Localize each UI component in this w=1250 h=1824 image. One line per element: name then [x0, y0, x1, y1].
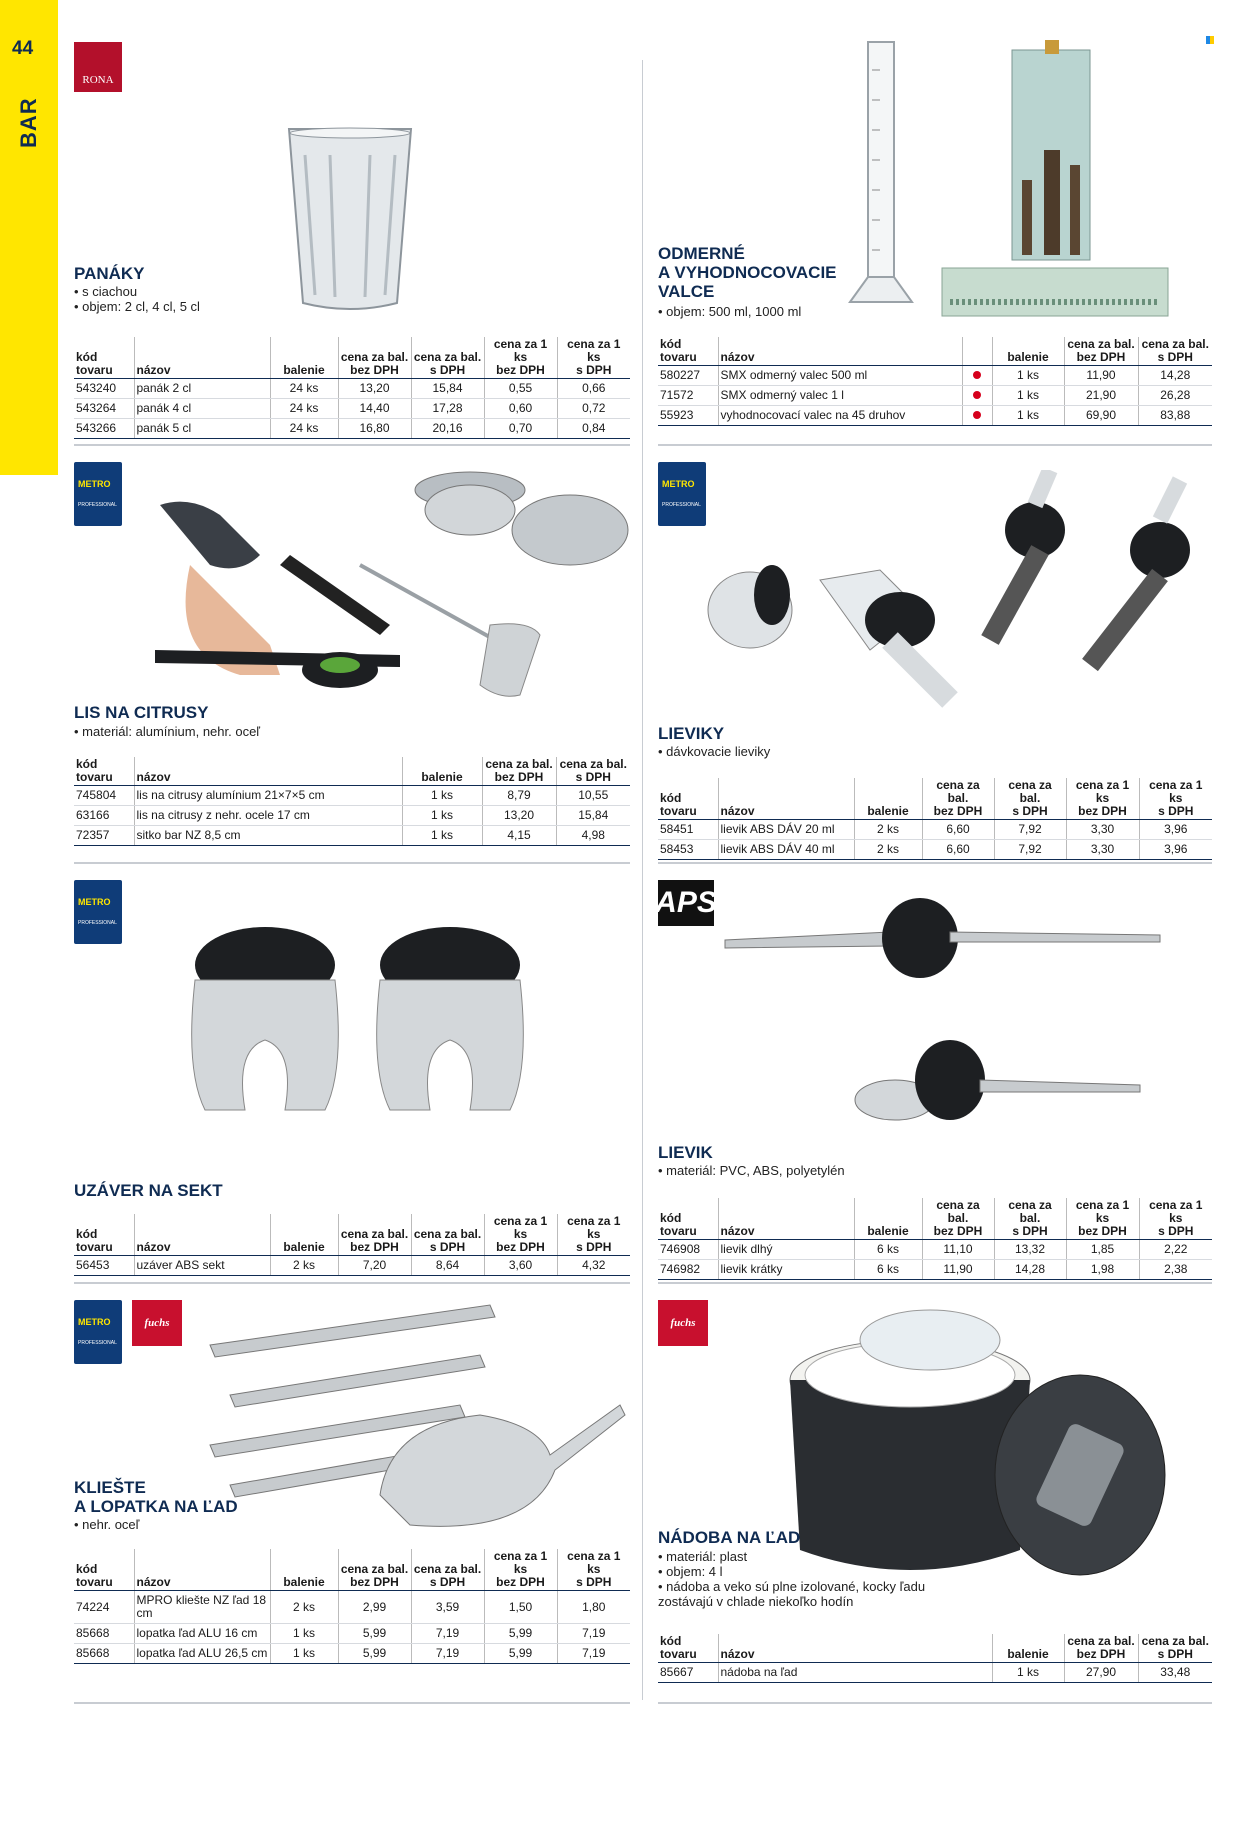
panaky-table: [74, 337, 630, 439]
cell-price: 17,28: [411, 399, 484, 419]
col-s-dph: s DPH: [429, 1575, 466, 1589]
cell-price: 0,60: [484, 399, 557, 419]
dot-icon: [962, 386, 992, 406]
col-bez-dph: bez DPH: [496, 363, 545, 377]
col-bez-dph: bez DPH: [1076, 350, 1126, 364]
col-s-dph: s DPH: [1012, 1224, 1048, 1238]
table-row: [74, 379, 630, 399]
col-cena-1ks: cena za 1 ks: [567, 1214, 621, 1241]
cell-price: 14,28: [994, 1260, 1066, 1280]
cell-kod: 58451: [658, 820, 718, 840]
cell-price: 3,60: [484, 1256, 557, 1276]
col-bez-dph: bez DPH: [496, 1575, 545, 1589]
col-cena-bal: cena za bal.: [1067, 337, 1135, 351]
cell-kod: 85667: [658, 1663, 718, 1683]
cell-price: 4,32: [557, 1256, 630, 1276]
cell-nazov: lis na citrusy alumínium 21×7×5 cm: [134, 786, 402, 806]
col-s-dph: s DPH: [1158, 1224, 1194, 1238]
cell-price: 8,79: [482, 786, 556, 806]
cell-balenie: 1 ks: [402, 806, 482, 826]
corner-mark: [1206, 36, 1214, 44]
table-row: [74, 1644, 630, 1664]
lievik-bullets: [658, 1163, 845, 1178]
cell-balenie: 6 ks: [854, 1260, 922, 1280]
cell-balenie: 1 ks: [270, 1644, 338, 1664]
cell-balenie: 2 ks: [854, 820, 922, 840]
col-kod: kód: [76, 1562, 98, 1576]
cell-balenie: 2 ks: [854, 840, 922, 860]
cell-balenie: 24 ks: [270, 379, 338, 399]
cell-balenie: 24 ks: [270, 399, 338, 419]
cell-kod: 63166: [74, 806, 134, 826]
col-cena-bal: cena za bal.: [1008, 778, 1052, 805]
col-kod: kód: [76, 350, 98, 364]
column-divider: [642, 60, 643, 1700]
citrus-press-image: [150, 455, 630, 710]
cell-kod: 543264: [74, 399, 134, 419]
cell-price: 1,50: [484, 1591, 557, 1624]
table-row: [658, 840, 1212, 860]
metro-logo-text: METRO: [78, 479, 111, 489]
cell-price: 1,80: [557, 1591, 630, 1624]
cell-price: 1,98: [1066, 1260, 1139, 1280]
cell-nazov: vyhodnocovací valec na 45 druhov: [718, 406, 962, 426]
table-row: [74, 1624, 630, 1644]
cell-nazov: sitko bar NZ 8,5 cm: [134, 826, 402, 846]
col-balenie: balenie: [854, 1198, 922, 1240]
col-tovaru: tovaru: [76, 770, 113, 784]
cell-price: 13,20: [482, 806, 556, 826]
cell-price: 7,92: [994, 840, 1066, 860]
cell-price: 11,90: [1064, 366, 1138, 386]
tongs-and-scoop-image: [200, 1295, 630, 1545]
cell-price: 3,96: [1139, 820, 1212, 840]
col-cena-bal: cena za bal.: [936, 1198, 980, 1225]
cell-kod: 74224: [74, 1591, 134, 1624]
col-cena-1ks: cena za 1 ks: [493, 1214, 548, 1241]
col-s-dph: s DPH: [1012, 804, 1048, 818]
lieviky-bullet: • dávkovacie lieviky: [658, 744, 770, 759]
cell-price: 2,99: [338, 1591, 411, 1624]
col-tovaru: tovaru: [660, 350, 697, 364]
col-bez-dph: bez DPH: [350, 363, 399, 377]
col-tovaru: tovaru: [660, 1224, 697, 1238]
col-nazov: názov: [134, 337, 270, 379]
col-s-dph: s DPH: [429, 363, 466, 377]
col-nazov: názov: [134, 757, 402, 786]
col-tovaru: tovaru: [660, 804, 697, 818]
cell-price: 2,38: [1139, 1260, 1212, 1280]
section-separator: [658, 862, 1212, 864]
cell-price: 26,28: [1138, 386, 1212, 406]
col-bez-dph: bez DPH: [1076, 1647, 1126, 1661]
table-row: [74, 1256, 630, 1276]
panaky-title: PANÁKY: [74, 264, 145, 283]
lieviky-title: LIEVIKY: [658, 724, 725, 743]
valce-table: [658, 337, 1212, 426]
cell-kod: 746982: [658, 1260, 718, 1280]
sekt-stopper-image: [175, 920, 555, 1120]
col-cena-1ks: cena za 1 ks: [1149, 778, 1203, 805]
col-kod: kód: [76, 1227, 98, 1241]
col-bez-dph: bez DPH: [1078, 1224, 1127, 1238]
col-balenie: balenie: [270, 1214, 338, 1256]
col-balenie: balenie: [402, 757, 482, 786]
cell-price: 0,70: [484, 419, 557, 439]
cell-nazov: panák 4 cl: [134, 399, 270, 419]
cell-price: 3,30: [1066, 840, 1139, 860]
table-row: [658, 1240, 1212, 1260]
cell-price: 5,99: [338, 1644, 411, 1664]
cell-nazov: lievik krátky: [718, 1260, 854, 1280]
cell-balenie: 2 ks: [270, 1256, 338, 1276]
cell-balenie: 24 ks: [270, 419, 338, 439]
table-row: [658, 1260, 1212, 1280]
col-cena-bal: cena za bal.: [413, 1227, 482, 1241]
metro-logo: [74, 462, 122, 526]
cell-price: 7,20: [338, 1256, 411, 1276]
table-row: [74, 786, 630, 806]
col-balenie: balenie: [992, 337, 1064, 366]
cell-nazov: SMX odmerný valec 1 l: [718, 386, 962, 406]
page-number: 44: [12, 38, 34, 59]
col-kod: kód: [76, 757, 98, 771]
metro-logo-text: METRO: [78, 1317, 111, 1327]
brand-logos: [655, 880, 717, 926]
evaluation-cylinder-image: [940, 40, 1170, 320]
cell-price: 4,15: [482, 826, 556, 846]
metro-logo: [74, 1300, 122, 1364]
cell-price: 0,66: [557, 379, 630, 399]
pourers-image: [690, 470, 1210, 710]
cell-price: 3,96: [1139, 840, 1212, 860]
col-bez-dph: bez DPH: [350, 1240, 399, 1254]
nadoba-bullets: [658, 1549, 968, 1609]
cell-balenie: 1 ks: [402, 786, 482, 806]
nadoba-bullet: • nádoba a veko sú plne izolované, kocky ľadu zostávajú v chlade niekoľko hodín: [658, 1579, 968, 1609]
klieste-title-line: A LOPATKA NA ĽAD: [74, 1497, 238, 1516]
cell-kod: 746908: [658, 1240, 718, 1260]
section-separator: [74, 1282, 630, 1284]
brand-logos: [74, 462, 122, 526]
cell-price: 0,84: [557, 419, 630, 439]
cell-price: 14,40: [338, 399, 411, 419]
klieste-bullet: • nehr. oceľ: [74, 1517, 139, 1532]
col-cena-1ks: cena za 1 ks: [493, 337, 548, 364]
cell-kod: 71572: [658, 386, 718, 406]
nadoba-bullet: • objem: 4 l: [658, 1564, 968, 1579]
section-separator: [74, 444, 630, 446]
col-cena-1ks: cena za 1 ks: [567, 1549, 621, 1576]
cell-price: 10,55: [556, 786, 630, 806]
col-nazov: názov: [718, 1634, 992, 1663]
col-balenie: balenie: [854, 778, 922, 820]
col-s-dph: s DPH: [575, 770, 611, 784]
panaky-bullet: • s ciachou: [74, 284, 200, 299]
side-band: [0, 0, 58, 475]
col-bez-dph: bez DPH: [933, 1224, 983, 1238]
col-nazov: názov: [134, 1549, 270, 1591]
col-nazov: názov: [134, 1214, 270, 1256]
valce-bullet: • objem: 500 ml, 1000 ml: [658, 304, 801, 319]
metro-logo-text: METRO: [662, 479, 695, 489]
cell-price: 5,99: [484, 1644, 557, 1664]
col-s-dph: s DPH: [576, 1575, 612, 1589]
cell-balenie: 1 ks: [992, 406, 1064, 426]
col-balenie: balenie: [992, 1634, 1064, 1663]
klieste-table: [74, 1549, 630, 1664]
cell-balenie: 1 ks: [992, 386, 1064, 406]
cell-price: 5,99: [338, 1624, 411, 1644]
cell-kod: 580227: [658, 366, 718, 386]
col-bez-dph: bez DPH: [1078, 804, 1127, 818]
cell-price: 0,72: [557, 399, 630, 419]
cell-price: 0,55: [484, 379, 557, 399]
dot-icon: [962, 366, 992, 386]
cell-nazov: lis na citrusy z nehr. ocele 17 cm: [134, 806, 402, 826]
lievik-bullet: • materiál: PVC, ABS, polyetylén: [658, 1163, 845, 1178]
col-s-dph: s DPH: [1158, 804, 1194, 818]
cell-price: 11,90: [922, 1260, 994, 1280]
cell-price: 13,20: [338, 379, 411, 399]
dot-icon: [962, 406, 992, 426]
section-separator: [658, 444, 1212, 446]
metro-logo-sub: PROFESSIONAL: [78, 920, 117, 926]
valce-title-line: A VYHODNOCOVACIE: [658, 263, 837, 282]
table-row: [74, 1591, 630, 1624]
lis-table: [74, 757, 630, 846]
col-cena-1ks: cena za 1 ks: [567, 337, 621, 364]
metro-logo-sub: PROFESSIONAL: [78, 502, 117, 508]
section-label: BAR: [16, 97, 41, 148]
col-cena-1ks: cena za 1 ks: [1075, 1198, 1130, 1225]
cell-price: 7,19: [411, 1624, 484, 1644]
lieviky-bullets: [658, 744, 770, 759]
cell-kod: 72357: [74, 826, 134, 846]
lis-title: LIS NA CITRUSY: [74, 703, 209, 722]
klieste-bullets: [74, 1517, 139, 1532]
col-cena-bal: cena za bal.: [559, 757, 627, 771]
brand-logos: [74, 42, 122, 92]
cell-kod: 745804: [74, 786, 134, 806]
section-separator: [658, 1282, 1212, 1284]
table-row: [658, 386, 1212, 406]
col-nazov: názov: [718, 1198, 854, 1240]
section-separator: [74, 1702, 630, 1704]
col-cena-bal: cena za bal.: [413, 1562, 482, 1576]
cell-price: 20,16: [411, 419, 484, 439]
cell-nazov: lopatka ľad ALU 16 cm: [134, 1624, 270, 1644]
cell-balenie: 1 ks: [992, 366, 1064, 386]
col-kod: kód: [660, 1211, 682, 1225]
cell-nazov: panák 2 cl: [134, 379, 270, 399]
col-s-dph: s DPH: [576, 363, 612, 377]
cell-price: 16,80: [338, 419, 411, 439]
cell-price: 3,59: [411, 1591, 484, 1624]
cell-balenie: 6 ks: [854, 1240, 922, 1260]
col-cena-1ks: cena za 1 ks: [1075, 778, 1130, 805]
col-s-dph: s DPH: [1157, 1647, 1193, 1661]
table-row: [658, 1663, 1212, 1683]
valce-title: [658, 244, 837, 301]
col-cena-1ks: cena za 1 ks: [1149, 1198, 1203, 1225]
valce-title-line: ODMERNÉ: [658, 244, 745, 263]
fuchs-logo: fuchs: [132, 1300, 182, 1346]
col-cena-bal: cena za bal.: [413, 350, 482, 364]
uzaver-table: [74, 1214, 630, 1276]
cell-kod: 58453: [658, 840, 718, 860]
metro-logo-text: METRO: [78, 897, 111, 907]
cell-price: 83,88: [1138, 406, 1212, 426]
cell-price: 15,84: [411, 379, 484, 399]
cell-nazov: MPRO kliešte NZ ľad 18 cm: [134, 1591, 270, 1624]
col-balenie: balenie: [270, 337, 338, 379]
cell-price: 8,64: [411, 1256, 484, 1276]
cell-balenie: 2 ks: [270, 1591, 338, 1624]
cell-nazov: SMX odmerný valec 500 ml: [718, 366, 962, 386]
aps-logo: APS: [658, 880, 714, 926]
col-cena-bal: cena za bal.: [485, 757, 553, 771]
col-kod: kód: [660, 791, 682, 805]
klieste-title-line: KLIEŠTE: [74, 1478, 146, 1497]
cell-price: 5,99: [484, 1624, 557, 1644]
cell-price: 4,98: [556, 826, 630, 846]
cell-nazov: lopatka ľad ALU 26,5 cm: [134, 1644, 270, 1664]
col-cena-bal: cena za bal.: [1008, 1198, 1052, 1225]
valce-bullets: [658, 304, 801, 319]
cell-kod: 85668: [74, 1624, 134, 1644]
lievik-table: [658, 1198, 1212, 1280]
col-kod: kód: [660, 1634, 682, 1648]
col-tovaru: tovaru: [660, 1647, 697, 1661]
cell-balenie: 1 ks: [270, 1624, 338, 1644]
col-bez-dph: bez DPH: [494, 770, 544, 784]
col-s-dph: s DPH: [576, 1240, 612, 1254]
table-row: [74, 399, 630, 419]
table-row: [74, 419, 630, 439]
cell-price: 6,60: [922, 840, 994, 860]
brand-logos: [74, 1300, 182, 1364]
table-row: [658, 406, 1212, 426]
cell-nazov: panák 5 cl: [134, 419, 270, 439]
col-kod: kód: [660, 337, 682, 351]
col-cena-bal: cena za bal.: [1141, 1634, 1209, 1648]
lievik-title: LIEVIK: [658, 1143, 713, 1162]
col-cena-bal: cena za bal.: [340, 1227, 409, 1241]
lis-bullet: • materiál: alumínium, nehr. oceľ: [74, 724, 260, 739]
col-cena-bal: cena za bal.: [1067, 1634, 1135, 1648]
cell-price: 14,28: [1138, 366, 1212, 386]
cell-price: 15,84: [556, 806, 630, 826]
col-tovaru: tovaru: [76, 1240, 113, 1254]
metro-logo-sub: PROFESSIONAL: [662, 502, 701, 508]
metro-logo: [74, 880, 122, 944]
col-bez-dph: bez DPH: [933, 804, 983, 818]
cell-price: 69,90: [1064, 406, 1138, 426]
cell-price: 27,90: [1064, 1663, 1138, 1683]
section-separator: [74, 862, 630, 864]
cell-nazov: lievik dlhý: [718, 1240, 854, 1260]
cell-price: 3,30: [1066, 820, 1139, 840]
table-row: [658, 366, 1212, 386]
cell-price: 7,19: [411, 1644, 484, 1664]
col-balenie: balenie: [270, 1549, 338, 1591]
lis-bullets: [74, 724, 260, 739]
rona-logo: RONA: [74, 42, 122, 92]
col-tovaru: tovaru: [76, 363, 113, 377]
cell-price: 7,19: [557, 1624, 630, 1644]
cell-kod: 543240: [74, 379, 134, 399]
panaky-bullets: [74, 284, 200, 314]
brand-logos: [658, 1300, 708, 1346]
klieste-title: [74, 1478, 238, 1516]
panaky-bullet: • objem: 2 cl, 4 cl, 5 cl: [74, 299, 200, 314]
uzaver-title: UZÁVER NA SEKT: [74, 1181, 223, 1200]
nadoba-bullet: • materiál: plast: [658, 1549, 968, 1564]
cell-nazov: uzáver ABS sekt: [134, 1256, 270, 1276]
cell-price: 6,60: [922, 820, 994, 840]
cell-balenie: 1 ks: [992, 1663, 1064, 1683]
cell-nazov: nádoba na ľad: [718, 1663, 992, 1683]
cell-balenie: 1 ks: [402, 826, 482, 846]
col-s-dph: s DPH: [429, 1240, 466, 1254]
cell-nazov: lievik ABS DÁV 20 ml: [718, 820, 854, 840]
section-separator: [658, 1702, 1212, 1704]
shot-glass-image: [285, 125, 415, 315]
col-bez-dph: bez DPH: [350, 1575, 399, 1589]
cell-price: 1,85: [1066, 1240, 1139, 1260]
col-nazov: názov: [718, 337, 962, 366]
cell-price: 11,10: [922, 1240, 994, 1260]
cell-kod: 543266: [74, 419, 134, 439]
cell-price: 21,90: [1064, 386, 1138, 406]
cell-price: 7,19: [557, 1644, 630, 1664]
metro-logo-sub: PROFESSIONAL: [78, 1340, 117, 1346]
fuchs-logo: fuchs: [658, 1300, 708, 1346]
table-row: [74, 806, 630, 826]
cell-nazov: lievik ABS DÁV 40 ml: [718, 840, 854, 860]
table-row: [658, 820, 1212, 840]
col-cena-1ks: cena za 1 ks: [493, 1549, 548, 1576]
col-cena-bal: cena za bal.: [936, 778, 980, 805]
col-cena-bal: cena za bal.: [340, 1562, 409, 1576]
cell-price: 13,32: [994, 1240, 1066, 1260]
col-tovaru: tovaru: [76, 1575, 113, 1589]
cell-kod: 56453: [74, 1256, 134, 1276]
measuring-cylinder-image: [840, 40, 920, 315]
cell-price: 33,48: [1138, 1663, 1212, 1683]
nadoba-table: [658, 1634, 1212, 1683]
brand-logos: [74, 880, 122, 944]
col-nazov: názov: [718, 778, 854, 820]
col-flag: [962, 337, 992, 366]
table-row: [74, 826, 630, 846]
cell-kod: 85668: [74, 1644, 134, 1664]
nadoba-title: NÁDOBA NA ĽAD: [658, 1528, 801, 1547]
col-s-dph: s DPH: [1157, 350, 1193, 364]
lieviky-table: [658, 778, 1212, 860]
cell-price: 7,92: [994, 820, 1066, 840]
cell-price: 2,22: [1139, 1240, 1212, 1260]
col-cena-bal: cena za bal.: [1141, 337, 1209, 351]
col-bez-dph: bez DPH: [496, 1240, 545, 1254]
long-pourer-image: [720, 880, 1170, 1130]
cell-kod: 55923: [658, 406, 718, 426]
valce-title-line: VALCE: [658, 282, 715, 301]
col-cena-bal: cena za bal.: [340, 350, 409, 364]
